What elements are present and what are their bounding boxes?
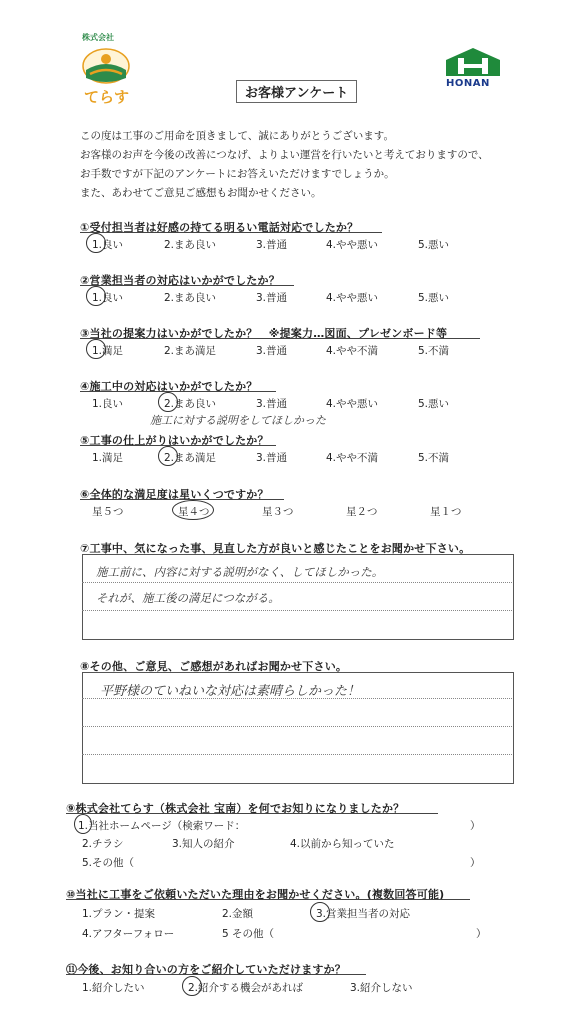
q9-option-3[interactable]: 3.知人の紹介: [172, 838, 235, 850]
logo-terasu: [74, 32, 138, 110]
q5-option-3[interactable]: 3.普通: [256, 452, 288, 464]
q9-option-5-close: ）: [470, 857, 481, 869]
logo-honan: [440, 46, 506, 90]
question-2-label: ②営業担当者の対応はいかがでしたか？: [80, 274, 280, 287]
q4-option-1[interactable]: 1.良い: [92, 398, 124, 410]
question-11-label: ⑪今後、お知り合いの方をご紹介していただけますか？: [66, 963, 346, 976]
logo-terasu-name: てらす: [84, 88, 130, 106]
q11-option-1[interactable]: 1.紹介したい: [82, 982, 145, 994]
q9-option-1[interactable]: 1.当社ホームページ（検索ワード：: [78, 820, 246, 832]
question-8-label: ⑧その他、ご意見、ご感想があればお聞かせ下さい。: [80, 660, 348, 673]
question-1-label: ①受付担当者は好感の持てる明るい電話対応でしたか？: [80, 221, 359, 234]
q4-handwritten-note: 施工に対する説明をしてほしかった: [150, 414, 326, 427]
q9-option-2[interactable]: 2.チラシ: [82, 838, 124, 850]
q11-option-2[interactable]: 2.紹介する機会があれば: [188, 982, 304, 994]
selected-circle: [310, 902, 330, 922]
question-3-label: ③当社の提案力はいかがでしたか？ ※提案力…図面、プレゼンボード等: [80, 327, 448, 340]
selected-circle: [74, 814, 92, 834]
question-9-label: ⑨株式会社てらす（株式会社 宝南）を何でお知りになりましたか？: [66, 802, 405, 815]
q1-option-1[interactable]: 1.良い: [92, 239, 124, 251]
q6-option-3[interactable]: 星３つ: [262, 506, 294, 518]
q3-option-5[interactable]: 5.不満: [418, 345, 450, 357]
question-6-label: ⑥全体的な満足度は星いくつですか？: [80, 488, 269, 501]
q5-option-1[interactable]: 1.満足: [92, 452, 124, 464]
q6-option-5[interactable]: 星１つ: [430, 506, 462, 518]
q1-option-5[interactable]: 5.悪い: [418, 239, 450, 251]
q5-option-2[interactable]: 2.まあ満足: [164, 452, 217, 464]
logo-honan-name: HONAN: [446, 78, 490, 89]
q1-option-4[interactable]: 4.やや悪い: [326, 239, 379, 251]
q11-option-3[interactable]: 3.紹介しない: [350, 982, 413, 994]
q6-option-1[interactable]: 星５つ: [92, 506, 124, 518]
question-4-label: ④施工中の対応はいかがでしたか？: [80, 380, 258, 393]
q2-option-1[interactable]: 1.良い: [92, 292, 124, 304]
q4-option-3[interactable]: 3.普通: [256, 398, 288, 410]
q4-option-4[interactable]: 4.やや悪い: [326, 398, 379, 410]
selected-circle: [86, 286, 106, 306]
intro-line-4: また、あわせてご意見ご感想もお聞かせください。: [80, 187, 322, 199]
q4-option-5[interactable]: 5.悪い: [418, 398, 450, 410]
q9-option-4[interactable]: 4.以前から知っていた: [290, 838, 395, 850]
q4-option-2[interactable]: 2.まあ良い: [164, 398, 217, 410]
intro-line-2: お客様のお声を今後の改善につなげ、よりよい運営を行いたいと考えておりますので、: [80, 149, 489, 161]
house-h-icon: [440, 46, 506, 76]
q10-option-5[interactable]: 5 その他（: [222, 928, 275, 940]
q5-option-4[interactable]: 4.やや不満: [326, 452, 379, 464]
q2-option-4[interactable]: 4.やや悪い: [326, 292, 379, 304]
q10-option-3[interactable]: 3.営業担当者の対応: [316, 908, 411, 920]
sun-landscape-icon: [80, 44, 132, 84]
q3-option-2[interactable]: 2.まあ満足: [164, 345, 217, 357]
q10-option-1[interactable]: 1.プラン・提案: [82, 908, 156, 920]
logo-terasu-company: 株式会社: [82, 33, 114, 42]
intro-line-1: この度は工事のご用命を頂きまして、誠にありがとうございます。: [80, 130, 394, 142]
q9-option-1-close: ）: [470, 820, 481, 832]
selected-circle: [158, 446, 178, 466]
selected-circle: [172, 500, 214, 520]
q10-option-5-close: ）: [476, 928, 487, 940]
q10-option-2[interactable]: 2.金額: [222, 908, 254, 920]
selected-circle: [86, 339, 106, 359]
q6-option-4[interactable]: 星２つ: [346, 506, 378, 518]
q2-option-2[interactable]: 2.まあ良い: [164, 292, 217, 304]
q1-option-3[interactable]: 3.普通: [256, 239, 288, 251]
q7-answer-line-1: 施工前に、内容に対する説明がなく、してほしかった。: [96, 565, 384, 579]
question-5-label: ⑤工事の仕上がりはいかがでしたか？: [80, 434, 269, 447]
q3-option-1[interactable]: 1.満足: [92, 345, 124, 357]
q1-option-2[interactable]: 2.まあ良い: [164, 239, 217, 251]
q10-option-4[interactable]: 4.アフターフォロー: [82, 928, 175, 940]
selected-circle: [182, 976, 202, 996]
q6-option-2[interactable]: 星４つ: [178, 506, 210, 518]
q2-option-5[interactable]: 5.悪い: [418, 292, 450, 304]
question-10-label: ⑩当社に工事をご依頼いただいた理由をお聞かせください。(複数回答可能): [66, 888, 445, 901]
intro-line-3: お手数ですが下記のアンケートにお答えいただけますでしょうか。: [80, 168, 395, 180]
q8-answer-line-1: 平野様のていねいな対応は素晴らしかった！: [100, 684, 361, 699]
selected-circle: [158, 392, 178, 412]
selected-circle: [86, 233, 106, 253]
q5-option-5[interactable]: 5.不満: [418, 452, 450, 464]
q3-option-3[interactable]: 3.普通: [256, 345, 288, 357]
q7-answer-line-2: それが、施工後の満足につながる。: [96, 591, 280, 605]
question-7-label: ⑦工事中、気になった事、見直した方が良いと感じたことをお聞かせ下さい。: [80, 542, 471, 555]
q3-option-4[interactable]: 4.やや不満: [326, 345, 379, 357]
page-title: お客様アンケート: [236, 80, 357, 103]
q9-option-5[interactable]: 5.その他（: [82, 857, 135, 869]
q2-option-3[interactable]: 3.普通: [256, 292, 288, 304]
